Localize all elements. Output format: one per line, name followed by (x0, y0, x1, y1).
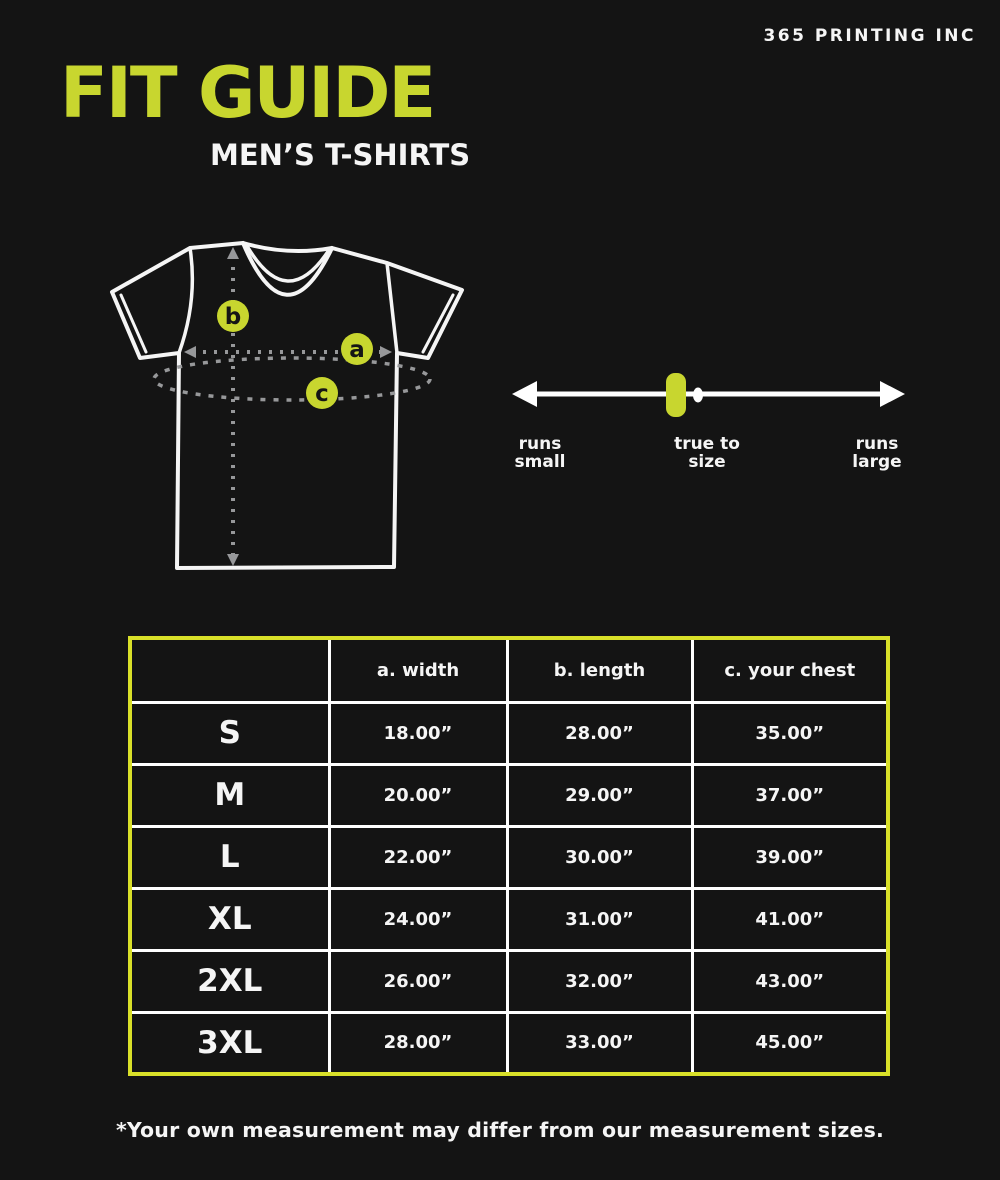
width-value: 22.00” (329, 826, 507, 888)
label-runs-large-line1: runs (855, 434, 899, 454)
chest-value: 37.00” (692, 764, 888, 826)
length-value: 28.00” (507, 702, 692, 764)
size-label: 2XL (130, 950, 329, 1012)
size-label: XL (130, 888, 329, 950)
length-value: 30.00” (507, 826, 692, 888)
width-value: 20.00” (329, 764, 507, 826)
table-header-row (130, 638, 888, 702)
header-size (130, 638, 329, 702)
page-subtitle: MEN’S T-SHIRTS (210, 138, 471, 172)
fit-scale-labels (515, 434, 902, 472)
label-runs-large-line2: large (852, 452, 902, 472)
length-value: 33.00” (507, 1012, 692, 1074)
chest-value: 35.00” (692, 702, 888, 764)
label-runs-small-line1: runs (518, 434, 562, 454)
label-true-to-size-line2: size (688, 452, 726, 472)
fit-scale-marker (666, 373, 686, 417)
width-value: 28.00” (329, 1012, 507, 1074)
brand-text: 365 PRINTING INC (763, 26, 976, 46)
measurement-disclaimer: *Your own measurement may differ from our measurement sizes. (115, 1118, 885, 1142)
marker-c (306, 377, 338, 409)
table-row (130, 702, 888, 764)
table-row (130, 764, 888, 826)
header-chest: c. your chest (692, 638, 888, 702)
chest-value: 43.00” (692, 950, 888, 1012)
width-value: 18.00” (329, 702, 507, 764)
size-label: 3XL (130, 1012, 329, 1074)
marker-b-letter: b (224, 304, 242, 330)
chest-value: 45.00” (692, 1012, 888, 1074)
chest-value: 39.00” (692, 826, 888, 888)
size-label: M (130, 764, 329, 826)
table-row (130, 826, 888, 888)
length-value: 31.00” (507, 888, 692, 950)
table-row (130, 950, 888, 1012)
label-runs-small-line2: small (514, 452, 566, 472)
chest-value: 41.00” (692, 888, 888, 950)
size-label: S (130, 702, 329, 764)
length-value: 32.00” (507, 950, 692, 1012)
width-value: 26.00” (329, 950, 507, 1012)
size-chart-table (128, 636, 890, 1076)
tshirt-outline-icon (112, 243, 462, 568)
arrow-right-icon (880, 381, 905, 407)
table-row (130, 888, 888, 950)
marker-b (217, 300, 249, 332)
size-label: L (130, 826, 329, 888)
header-width: a. width (329, 638, 507, 702)
fit-scale (512, 373, 905, 417)
arrow-left-icon (512, 381, 537, 407)
length-value: 29.00” (507, 764, 692, 826)
marker-c-letter: c (315, 381, 329, 407)
header-length: b. length (507, 638, 692, 702)
table-row (130, 1012, 888, 1074)
label-true-to-size-line1: true to (674, 434, 740, 454)
marker-a-letter: a (349, 337, 365, 363)
fit-scale-dot (693, 388, 703, 403)
page-title: FIT GUIDE (60, 52, 435, 134)
width-value: 24.00” (329, 888, 507, 950)
marker-a (341, 333, 373, 365)
